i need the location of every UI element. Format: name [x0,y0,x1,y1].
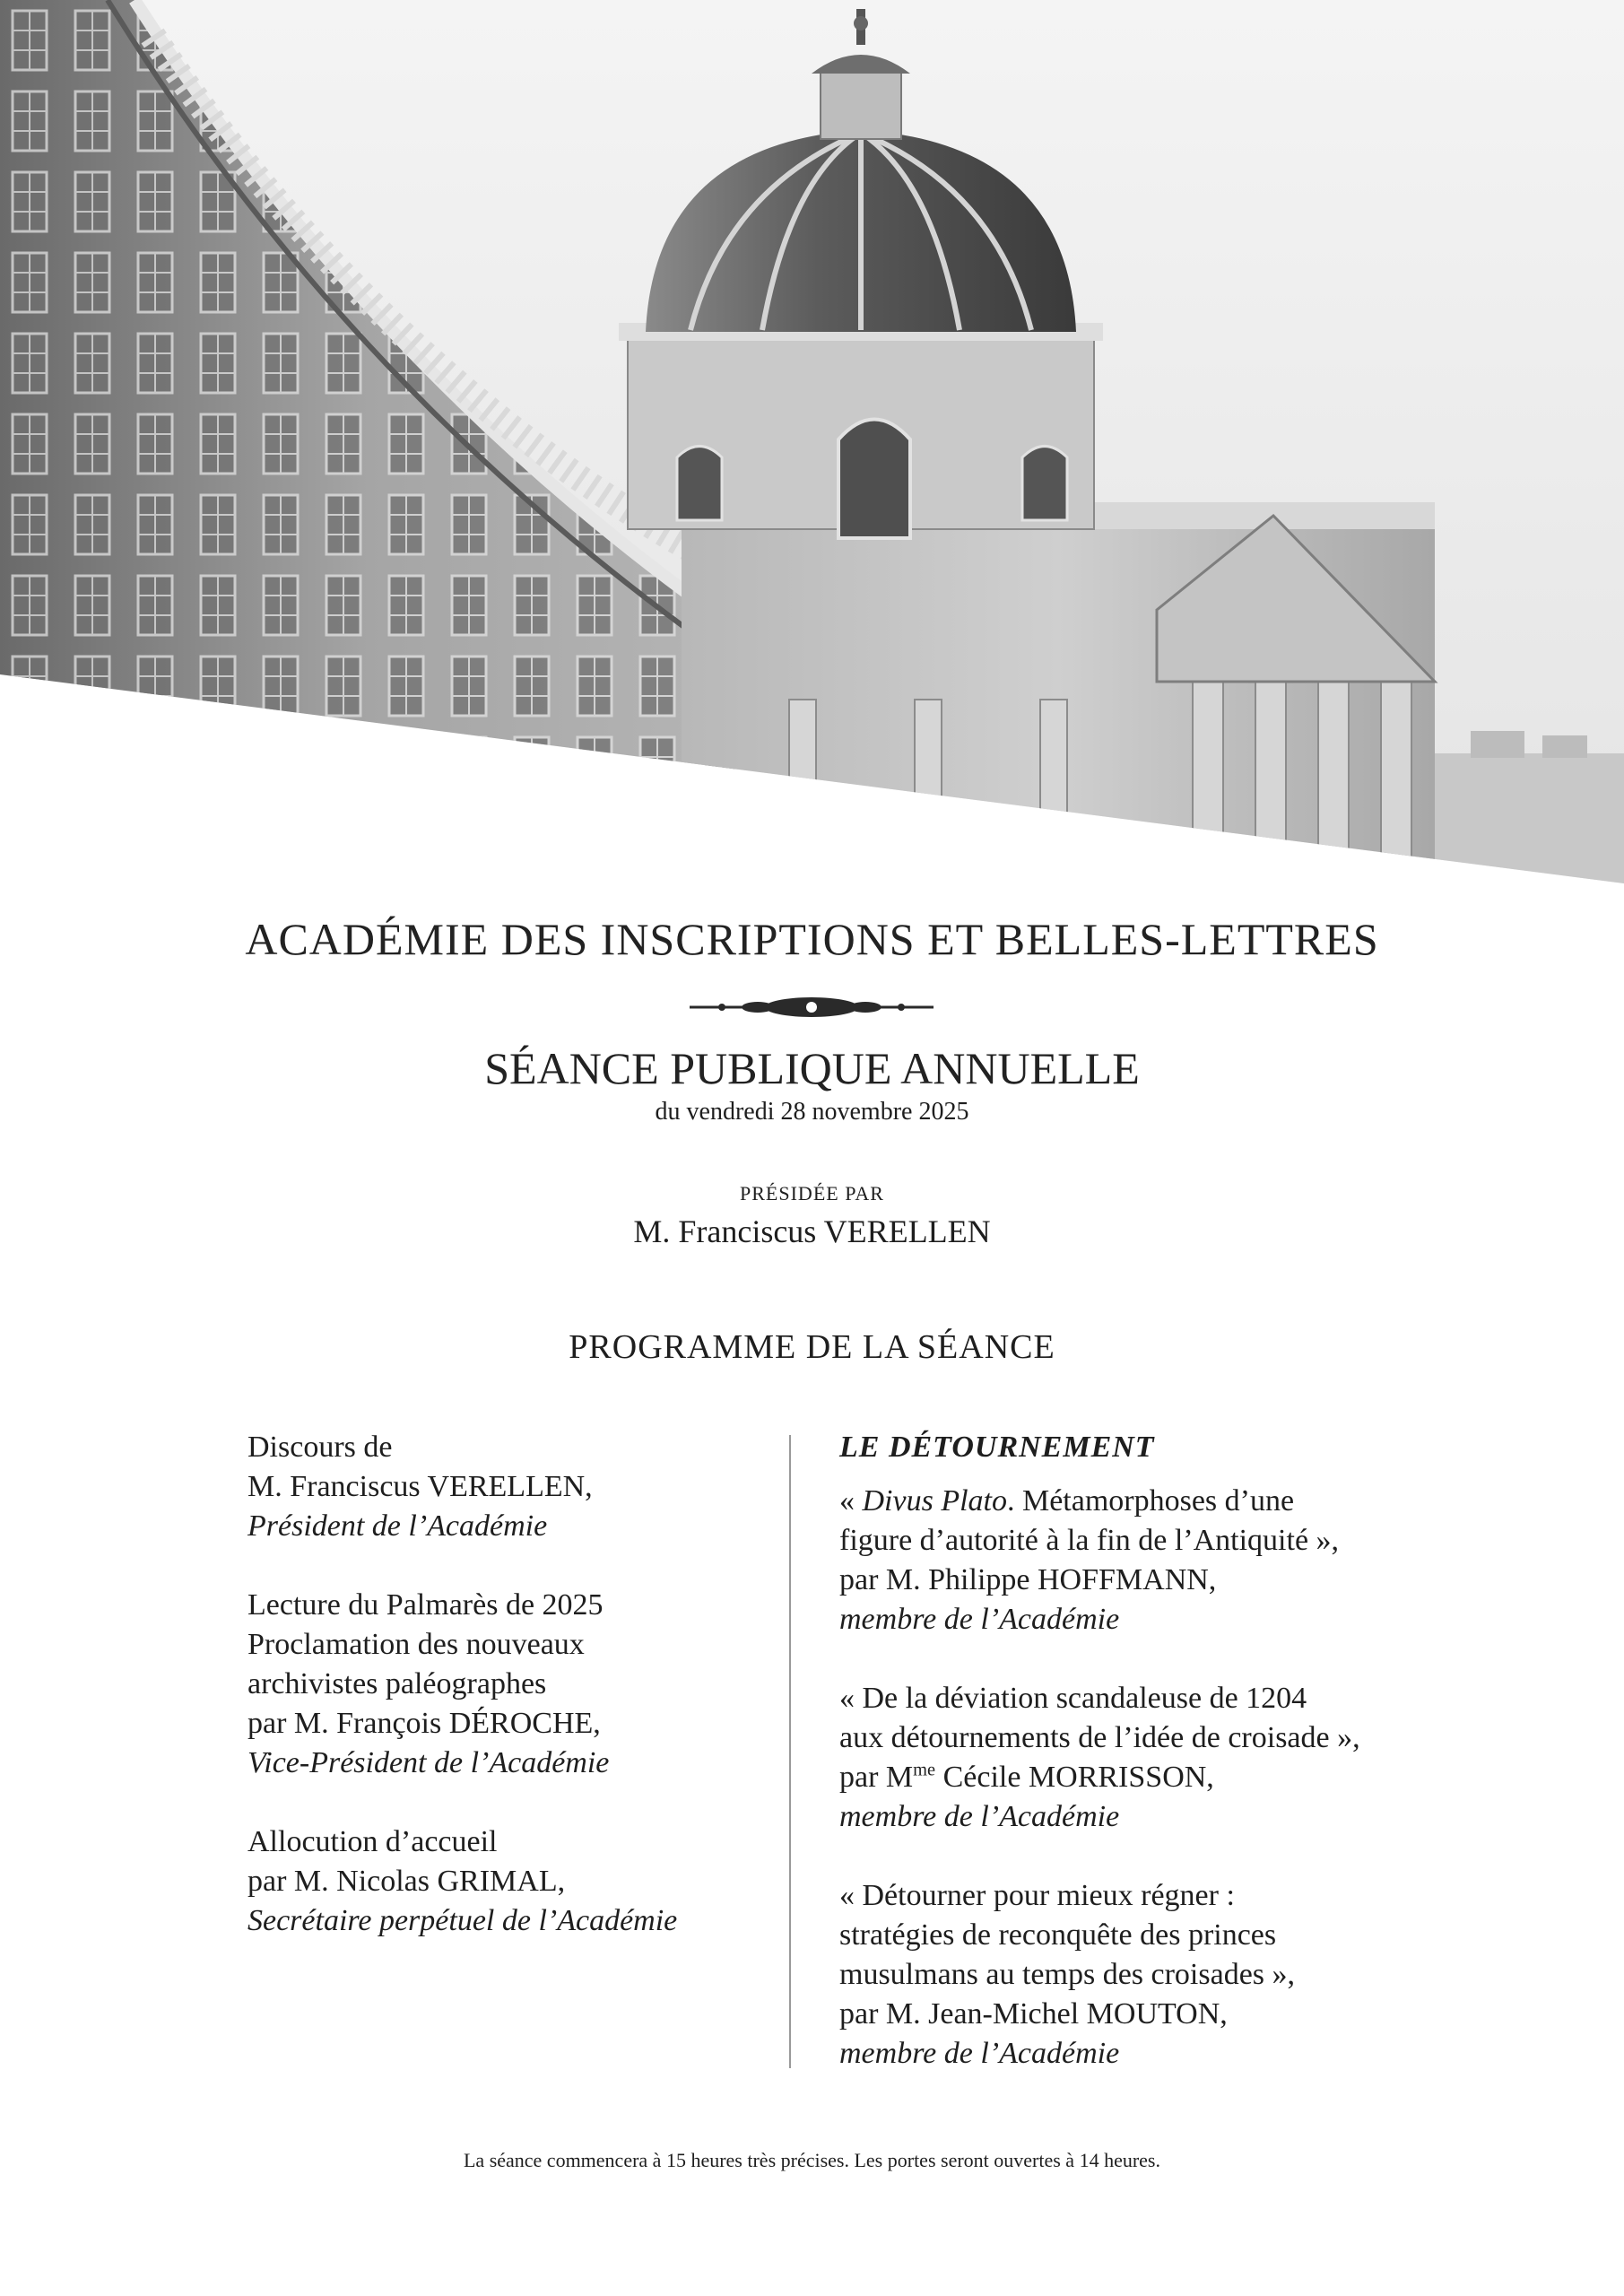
talk-2-speaker-name: Cécile MORRISSON, [935,1761,1214,1794]
talk-3-line3: musulmans au temps des croisades », [839,1958,1296,1991]
institut-de-france-dome-photo [0,0,1624,897]
talk-3-role: membre de l’Académie [839,2037,1120,2070]
talk-1-role: membre de l’Académie [839,1603,1120,1636]
palmares-line2: Proclamation des nouveaux [248,1628,585,1661]
seance-title: SÉANCE PUBLIQUE ANNUELLE [484,1043,1140,1093]
discours-role: Président de l’Académie [248,1509,548,1543]
talk-2-speaker-prefix: par M [839,1761,914,1794]
talk-1-line1-rest: . Métamorphoses d’une [1006,1484,1295,1518]
president-name: M. Franciscus VERELLEN [633,1213,991,1249]
discours-block [248,1428,768,1546]
talk-1-open-quote: « [839,1484,863,1518]
palmares-role: Vice-Président de l’Académie [248,1746,610,1779]
fleuron-ornament-icon [686,992,937,1022]
presided-label: PRÉSIDÉE PAR [740,1182,884,1205]
academy-title: ACADÉMIE DES INSCRIPTIONS ET BELLES-LETTRES [245,914,1379,964]
column-divider [789,1435,791,2068]
allocution-block [248,1822,768,1941]
programme-left-column [248,1428,768,1980]
talk-2-role: membre de l’Académie [839,1800,1120,1833]
talk-3-block [839,1876,1449,2074]
talk-3-line1: « Détourner pour mieux régner : [839,1879,1235,1912]
seance-date: du vendredi 28 novembre 2025 [655,1098,969,1126]
talk-1-line1 [839,1482,1449,1521]
talk-3-speaker: par M. Jean-Michel MOUTON, [839,1997,1228,2031]
talk-2-speaker-sup: me [913,1760,936,1780]
talk-2-line2: aux détournements de l’idée de croisade », [839,1721,1360,1754]
talk-2-block [839,1679,1449,1837]
discours-speaker: M. Franciscus VERELLEN, [248,1470,593,1503]
talk-2-speaker [839,1758,1449,1797]
talk-1-block [839,1482,1449,1639]
talk-1-line2: figure d’autorité à la fin de l’Antiquité », [839,1524,1340,1557]
talk-3-line2: stratégies de reconquête des princes [839,1918,1277,1952]
programme-heading: PROGRAMME DE LA SÉANCE [569,1328,1055,1366]
palmares-line3: archivistes paléographes [248,1667,547,1700]
palmares-block [248,1586,768,1783]
allocution-label: Allocution d’accueil [248,1825,498,1858]
palmares-line1: Lecture du Palmarès de 2025 [248,1588,604,1622]
footer-note: La séance commencera à 15 heures très précises. Les portes seront ouvertes à 14 heures. [463,2149,1160,2171]
talk-1-speaker: par M. Philippe HOFFMANN, [839,1563,1217,1596]
palmares-speaker: par M. François DÉROCHE, [248,1707,601,1740]
allocution-speaker: par M. Nicolas GRIMAL, [248,1865,566,1898]
theme-heading: LE DÉTOURNEMENT [839,1431,1155,1464]
talk-1-title-italic: Divus Plato [862,1484,1007,1518]
programme-right-column [839,1428,1449,2113]
allocution-role: Secrétaire perpétuel de l’Académie [248,1904,678,1937]
discours-label: Discours de [248,1431,393,1464]
talk-2-line1: « De la déviation scandaleuse de 1204 [839,1682,1307,1715]
